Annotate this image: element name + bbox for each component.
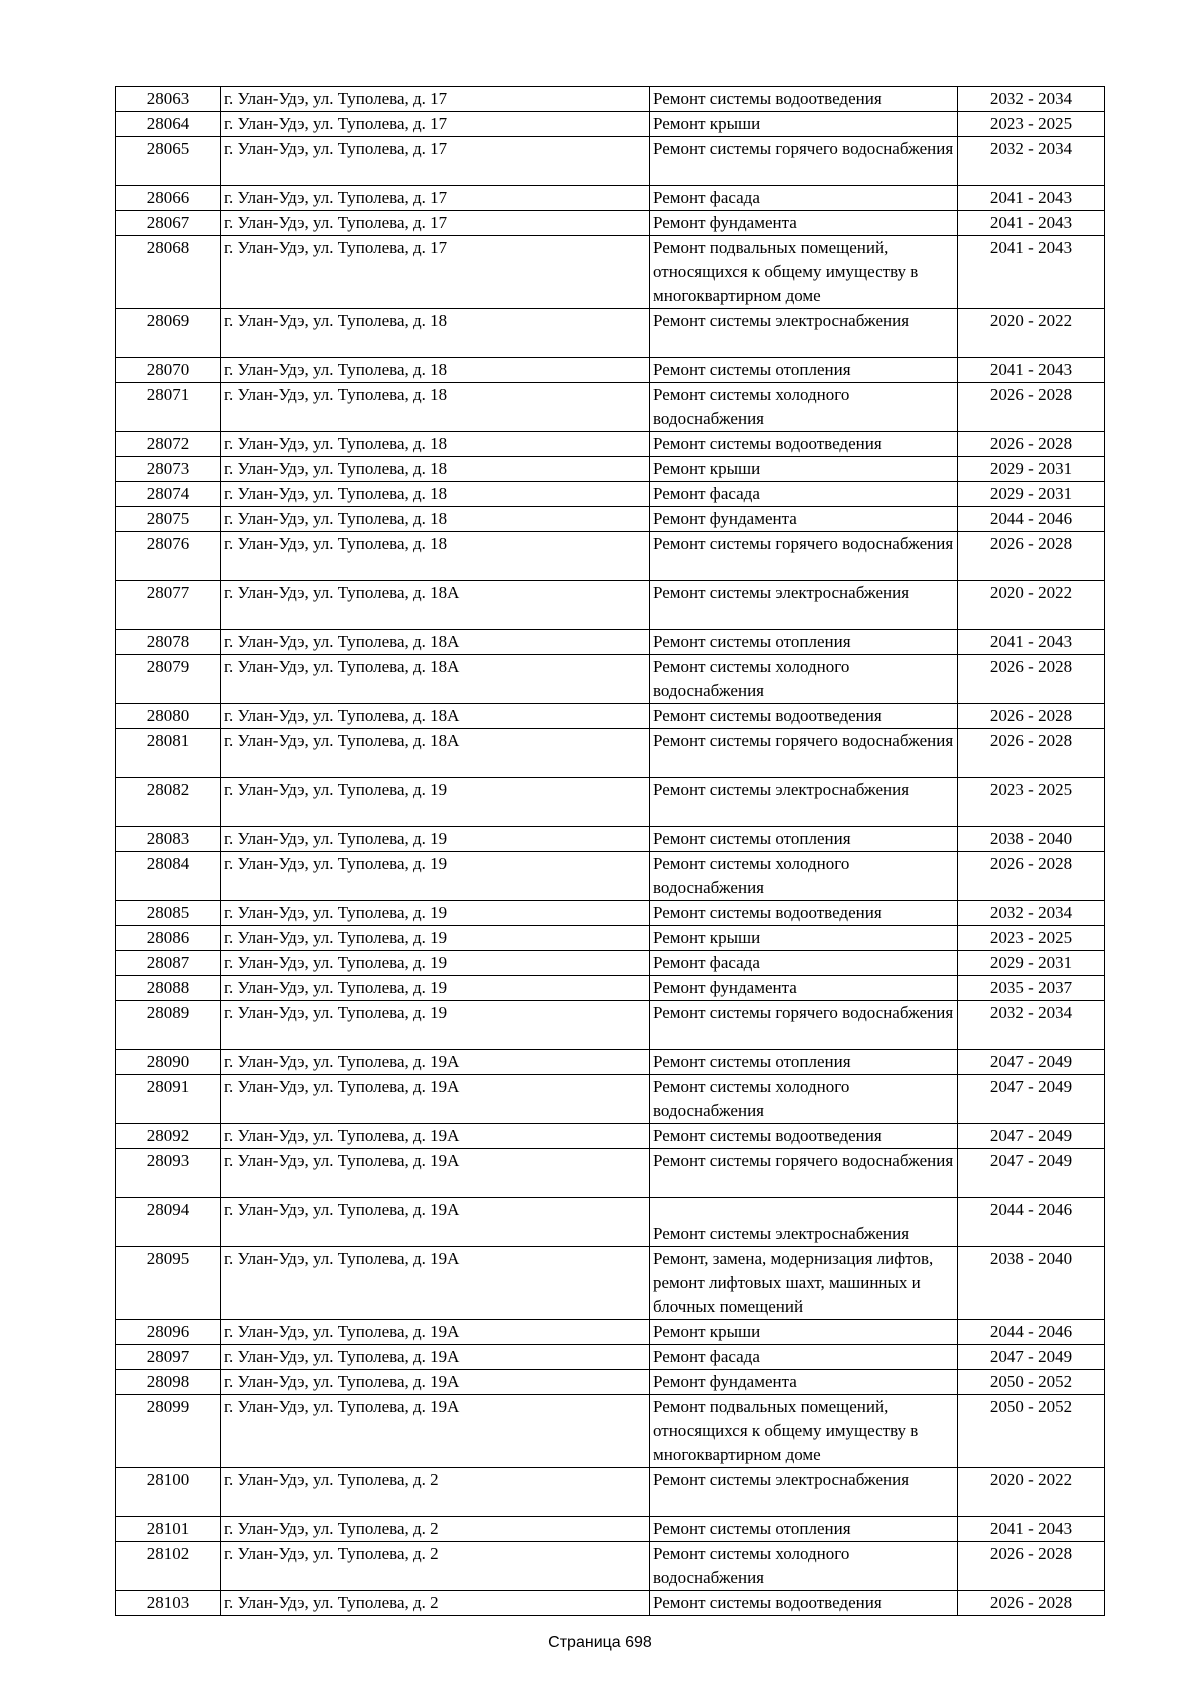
table-row <box>116 1370 1105 1395</box>
row-id: 28075 <box>116 507 221 532</box>
row-id: 28090 <box>116 1050 221 1075</box>
row-id: 28088 <box>116 976 221 1001</box>
row-period: 2029 - 2031 <box>958 482 1105 507</box>
row-id: 28069 <box>116 309 221 358</box>
row-address: г. Улан-Удэ, ул. Туполева, д. 18 <box>221 432 650 457</box>
row-id: 28077 <box>116 581 221 630</box>
row-id: 28064 <box>116 112 221 137</box>
row-id: 28083 <box>116 827 221 852</box>
row-period: 2044 - 2046 <box>958 507 1105 532</box>
table-row <box>116 186 1105 211</box>
table-row <box>116 581 1105 630</box>
row-address: г. Улан-Удэ, ул. Туполева, д. 19 <box>221 926 650 951</box>
row-address: г. Улан-Удэ, ул. Туполева, д. 17 <box>221 211 650 236</box>
row-address: г. Улан-Удэ, ул. Туполева, д. 18 <box>221 482 650 507</box>
row-address: г. Улан-Удэ, ул. Туполева, д. 18А <box>221 729 650 778</box>
row-work-type: Ремонт системы горячего водоснабжения <box>650 137 958 186</box>
row-work-type: Ремонт системы водоотведения <box>650 901 958 926</box>
row-address: г. Улан-Удэ, ул. Туполева, д. 18 <box>221 383 650 432</box>
row-work-type: Ремонт системы водоотведения <box>650 704 958 729</box>
table-row <box>116 827 1105 852</box>
row-period: 2047 - 2049 <box>958 1149 1105 1198</box>
row-id: 28099 <box>116 1395 221 1468</box>
row-period: 2041 - 2043 <box>958 630 1105 655</box>
row-period: 2047 - 2049 <box>958 1124 1105 1149</box>
table-row <box>116 926 1105 951</box>
row-work-type: Ремонт крыши <box>650 926 958 951</box>
row-work-type: Ремонт системы холодного водоснабжения <box>650 1075 958 1124</box>
row-address: г. Улан-Удэ, ул. Туполева, д. 17 <box>221 186 650 211</box>
table-row <box>116 1149 1105 1198</box>
row-address: г. Улан-Удэ, ул. Туполева, д. 19 <box>221 901 650 926</box>
row-id: 28067 <box>116 211 221 236</box>
table-row <box>116 1345 1105 1370</box>
row-address: г. Улан-Удэ, ул. Туполева, д. 19А <box>221 1075 650 1124</box>
row-address: г. Улан-Удэ, ул. Туполева, д. 17 <box>221 137 650 186</box>
row-id: 28076 <box>116 532 221 581</box>
row-address: г. Улан-Удэ, ул. Туполева, д. 19А <box>221 1124 650 1149</box>
row-period: 2023 - 2025 <box>958 926 1105 951</box>
row-id: 28068 <box>116 236 221 309</box>
row-period: 2047 - 2049 <box>958 1050 1105 1075</box>
row-period: 2041 - 2043 <box>958 211 1105 236</box>
row-period: 2041 - 2043 <box>958 1517 1105 1542</box>
row-address: г. Улан-Удэ, ул. Туполева, д. 19А <box>221 1345 650 1370</box>
row-work-type: Ремонт системы водоотведения <box>650 432 958 457</box>
table-body <box>116 87 1105 1616</box>
table-row <box>116 87 1105 112</box>
row-period: 2023 - 2025 <box>958 778 1105 827</box>
row-id: 28082 <box>116 778 221 827</box>
row-work-type: Ремонт системы горячего водоснабжения <box>650 1149 958 1198</box>
row-work-type: Ремонт системы холодного водоснабжения <box>650 383 958 432</box>
table-row <box>116 309 1105 358</box>
row-address: г. Улан-Удэ, ул. Туполева, д. 2 <box>221 1542 650 1591</box>
row-period: 2047 - 2049 <box>958 1345 1105 1370</box>
table-row <box>116 852 1105 901</box>
row-work-type: Ремонт системы отопления <box>650 827 958 852</box>
row-period: 2026 - 2028 <box>958 704 1105 729</box>
row-period: 2038 - 2040 <box>958 827 1105 852</box>
row-period: 2029 - 2031 <box>958 951 1105 976</box>
row-period: 2032 - 2034 <box>958 1001 1105 1050</box>
row-work-type: Ремонт системы горячего водоснабжения <box>650 532 958 581</box>
row-period: 2026 - 2028 <box>958 655 1105 704</box>
row-id: 28066 <box>116 186 221 211</box>
table-row <box>116 729 1105 778</box>
row-address: г. Улан-Удэ, ул. Туполева, д. 18 <box>221 309 650 358</box>
row-address: г. Улан-Удэ, ул. Туполева, д. 19 <box>221 1001 650 1050</box>
row-address: г. Улан-Удэ, ул. Туполева, д. 18А <box>221 655 650 704</box>
row-id: 28089 <box>116 1001 221 1050</box>
repair-schedule-table <box>115 86 1105 1616</box>
row-period: 2026 - 2028 <box>958 1542 1105 1591</box>
table-row <box>116 507 1105 532</box>
table-row <box>116 1395 1105 1468</box>
row-id: 28070 <box>116 358 221 383</box>
table-row <box>116 457 1105 482</box>
row-work-type: Ремонт крыши <box>650 457 958 482</box>
row-address: г. Улан-Удэ, ул. Туполева, д. 17 <box>221 87 650 112</box>
row-work-type: Ремонт системы горячего водоснабжения <box>650 1001 958 1050</box>
row-work-type: Ремонт системы горячего водоснабжения <box>650 729 958 778</box>
row-period: 2026 - 2028 <box>958 729 1105 778</box>
row-id: 28079 <box>116 655 221 704</box>
row-period: 2035 - 2037 <box>958 976 1105 1001</box>
row-period: 2041 - 2043 <box>958 186 1105 211</box>
row-work-type: Ремонт системы электроснабжения <box>650 309 958 358</box>
row-address: г. Улан-Удэ, ул. Туполева, д. 18А <box>221 630 650 655</box>
table-row <box>116 1050 1105 1075</box>
row-period: 2023 - 2025 <box>958 112 1105 137</box>
row-id: 28098 <box>116 1370 221 1395</box>
row-address: г. Улан-Удэ, ул. Туполева, д. 18 <box>221 457 650 482</box>
table-row <box>116 951 1105 976</box>
table-row <box>116 655 1105 704</box>
table-row <box>116 211 1105 236</box>
row-work-type: Ремонт системы отопления <box>650 1517 958 1542</box>
row-work-type: Ремонт системы электроснабжения <box>650 1468 958 1517</box>
row-work-type: Ремонт системы электроснабжения <box>650 581 958 630</box>
table-row <box>116 976 1105 1001</box>
row-id: 28100 <box>116 1468 221 1517</box>
row-id: 28078 <box>116 630 221 655</box>
row-address: г. Улан-Удэ, ул. Туполева, д. 19А <box>221 1149 650 1198</box>
table-row <box>116 1001 1105 1050</box>
row-address: г. Улан-Удэ, ул. Туполева, д. 19 <box>221 778 650 827</box>
row-id: 28092 <box>116 1124 221 1149</box>
row-id: 28091 <box>116 1075 221 1124</box>
row-work-type: Ремонт фасада <box>650 482 958 507</box>
row-period: 2026 - 2028 <box>958 1591 1105 1616</box>
row-work-type: Ремонт системы отопления <box>650 1050 958 1075</box>
table-row <box>116 112 1105 137</box>
table-row <box>116 778 1105 827</box>
row-id: 28065 <box>116 137 221 186</box>
table-row <box>116 1320 1105 1345</box>
row-work-type: Ремонт системы холодного водоснабжения <box>650 1542 958 1591</box>
row-address: г. Улан-Удэ, ул. Туполева, д. 18А <box>221 704 650 729</box>
table-row <box>116 358 1105 383</box>
row-address: г. Улан-Удэ, ул. Туполева, д. 19А <box>221 1247 650 1320</box>
table-row <box>116 901 1105 926</box>
row-work-type: Ремонт, замена, модернизация лифтов, ремонт лифтовых шахт, машинных и блочных помещений <box>650 1247 958 1320</box>
row-address: г. Улан-Удэ, ул. Туполева, д. 18 <box>221 358 650 383</box>
table-row <box>116 383 1105 432</box>
row-period: 2029 - 2031 <box>958 457 1105 482</box>
row-id: 28084 <box>116 852 221 901</box>
row-work-type: Ремонт фасада <box>650 1345 958 1370</box>
row-work-type: Ремонт системы электроснабжения <box>650 778 958 827</box>
row-id: 28072 <box>116 432 221 457</box>
table-row <box>116 1198 1105 1247</box>
table-row <box>116 1247 1105 1320</box>
row-work-type: Ремонт фундамента <box>650 507 958 532</box>
row-address: г. Улан-Удэ, ул. Туполева, д. 19 <box>221 951 650 976</box>
row-id: 28097 <box>116 1345 221 1370</box>
table-row <box>116 1542 1105 1591</box>
row-period: 2047 - 2049 <box>958 1075 1105 1124</box>
row-id: 28086 <box>116 926 221 951</box>
row-work-type: Ремонт фундамента <box>650 1370 958 1395</box>
table-row <box>116 1591 1105 1616</box>
row-address: г. Улан-Удэ, ул. Туполева, д. 19 <box>221 976 650 1001</box>
row-address: г. Улан-Удэ, ул. Туполева, д. 18 <box>221 532 650 581</box>
row-id: 28080 <box>116 704 221 729</box>
row-id: 28102 <box>116 1542 221 1591</box>
row-id: 28096 <box>116 1320 221 1345</box>
row-address: г. Улан-Удэ, ул. Туполева, д. 19А <box>221 1198 650 1247</box>
row-work-type: Ремонт системы отопления <box>650 358 958 383</box>
table-row <box>116 432 1105 457</box>
row-id: 28095 <box>116 1247 221 1320</box>
row-period: 2020 - 2022 <box>958 1468 1105 1517</box>
row-period: 2026 - 2028 <box>958 432 1105 457</box>
row-period: 2032 - 2034 <box>958 87 1105 112</box>
row-address: г. Улан-Удэ, ул. Туполева, д. 19А <box>221 1050 650 1075</box>
row-id: 28087 <box>116 951 221 976</box>
row-work-type: Ремонт системы водоотведения <box>650 1124 958 1149</box>
row-work-type: Ремонт фасада <box>650 186 958 211</box>
table-row <box>116 1517 1105 1542</box>
table-row <box>116 704 1105 729</box>
row-id: 28063 <box>116 87 221 112</box>
row-id: 28081 <box>116 729 221 778</box>
row-period: 2050 - 2052 <box>958 1370 1105 1395</box>
row-work-type: Ремонт подвальных помещений, относящихся к общему имуществу в многоквартирном доме <box>650 1395 958 1468</box>
table-row <box>116 236 1105 309</box>
row-period: 2038 - 2040 <box>958 1247 1105 1320</box>
row-address: г. Улан-Удэ, ул. Туполева, д. 2 <box>221 1591 650 1616</box>
row-id: 28101 <box>116 1517 221 1542</box>
row-address: г. Улан-Удэ, ул. Туполева, д. 19 <box>221 852 650 901</box>
row-work-type: Ремонт системы холодного водоснабжения <box>650 852 958 901</box>
row-address: г. Улан-Удэ, ул. Туполева, д. 19А <box>221 1395 650 1468</box>
row-id: 28071 <box>116 383 221 432</box>
row-work-type: Ремонт системы холодного водоснабжения <box>650 655 958 704</box>
table-row <box>116 1124 1105 1149</box>
row-period: 2032 - 2034 <box>958 901 1105 926</box>
row-work-type: Ремонт крыши <box>650 112 958 137</box>
row-period: 2020 - 2022 <box>958 309 1105 358</box>
page-number: Страница 698 <box>548 1634 652 1651</box>
row-address: г. Улан-Удэ, ул. Туполева, д. 19А <box>221 1370 650 1395</box>
row-id: 28085 <box>116 901 221 926</box>
row-id: 28093 <box>116 1149 221 1198</box>
row-period: 2026 - 2028 <box>958 532 1105 581</box>
table-row <box>116 1468 1105 1517</box>
table-row <box>116 630 1105 655</box>
row-work-type: Ремонт подвальных помещений, относящихся к общему имуществу в многоквартирном доме <box>650 236 958 309</box>
row-address: г. Улан-Удэ, ул. Туполева, д. 2 <box>221 1468 650 1517</box>
row-address: г. Улан-Удэ, ул. Туполева, д. 17 <box>221 236 650 309</box>
row-address: г. Улан-Удэ, ул. Туполева, д. 19 <box>221 827 650 852</box>
row-work-type: Ремонт системы отопления <box>650 630 958 655</box>
row-address: г. Улан-Удэ, ул. Туполева, д. 18 <box>221 507 650 532</box>
row-id: 28094 <box>116 1198 221 1247</box>
row-period: 2044 - 2046 <box>958 1198 1105 1247</box>
row-work-type: Ремонт системы водоотведения <box>650 1591 958 1616</box>
row-address: г. Улан-Удэ, ул. Туполева, д. 19А <box>221 1320 650 1345</box>
table-row <box>116 1075 1105 1124</box>
row-work-type: Ремонт крыши <box>650 1320 958 1345</box>
row-work-type: Ремонт фундамента <box>650 976 958 1001</box>
row-period: 2044 - 2046 <box>958 1320 1105 1345</box>
row-work-type: Ремонт системы электроснабжения <box>650 1198 958 1247</box>
table-row <box>116 137 1105 186</box>
row-period: 2032 - 2034 <box>958 137 1105 186</box>
row-address: г. Улан-Удэ, ул. Туполева, д. 17 <box>221 112 650 137</box>
table-row <box>116 532 1105 581</box>
row-work-type: Ремонт системы водоотведения <box>650 87 958 112</box>
row-period: 2041 - 2043 <box>958 236 1105 309</box>
row-id: 28074 <box>116 482 221 507</box>
row-address: г. Улан-Удэ, ул. Туполева, д. 18А <box>221 581 650 630</box>
row-period: 2050 - 2052 <box>958 1395 1105 1468</box>
row-period: 2026 - 2028 <box>958 852 1105 901</box>
row-period: 2020 - 2022 <box>958 581 1105 630</box>
row-id: 28073 <box>116 457 221 482</box>
row-period: 2026 - 2028 <box>958 383 1105 432</box>
table-row <box>116 482 1105 507</box>
row-work-type: Ремонт фасада <box>650 951 958 976</box>
row-period: 2041 - 2043 <box>958 358 1105 383</box>
row-work-type: Ремонт фундамента <box>650 211 958 236</box>
row-address: г. Улан-Удэ, ул. Туполева, д. 2 <box>221 1517 650 1542</box>
row-id: 28103 <box>116 1591 221 1616</box>
